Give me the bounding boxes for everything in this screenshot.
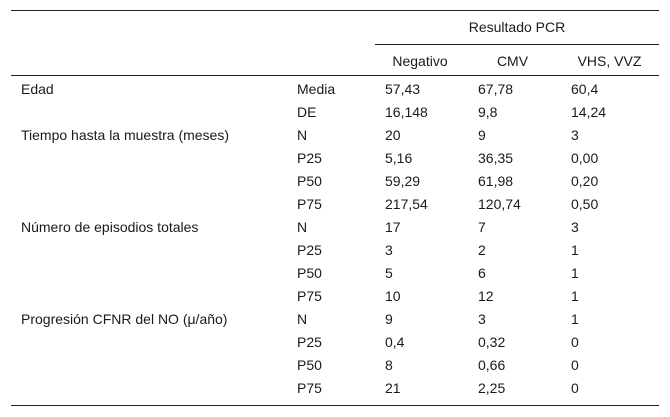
value-cell: 2,25	[478, 380, 506, 396]
value-cell: 0	[571, 334, 579, 350]
value-cell: 3	[385, 242, 393, 258]
stat-label: P75	[297, 196, 322, 212]
value-cell: 10	[385, 288, 401, 304]
col-header-negativo: Negativo	[392, 53, 448, 69]
stat-label: P25	[297, 334, 322, 350]
stat-label: P25	[297, 242, 322, 258]
group-header: Resultado PCR	[468, 19, 566, 35]
value-cell: 6	[478, 265, 486, 281]
stat-label: N	[297, 219, 308, 235]
value-cell: 1	[571, 265, 579, 281]
value-cell: 0	[571, 357, 579, 373]
value-cell: 5,16	[385, 150, 413, 166]
value-cell: 0,4	[385, 334, 405, 350]
value-cell: 57,43	[385, 81, 421, 97]
value-cell: 0,50	[571, 196, 599, 212]
value-cell: 9	[478, 127, 486, 143]
value-cell: 217,54	[385, 196, 428, 212]
stat-label: P50	[297, 357, 322, 373]
value-cell: 0	[571, 380, 579, 396]
value-cell: 17	[385, 219, 401, 235]
value-cell: 12	[478, 288, 494, 304]
value-cell: 36,35	[478, 150, 514, 166]
value-cell: 120,74	[478, 196, 521, 212]
value-cell: 9,8	[478, 104, 498, 120]
header-rule	[11, 75, 659, 76]
top-rule	[11, 10, 659, 11]
section-label: Edad	[21, 81, 54, 97]
section-label: Tiempo hasta la muestra (meses)	[21, 127, 229, 143]
value-cell: 59,29	[385, 173, 421, 189]
value-cell: 1	[571, 242, 579, 258]
stat-label: P50	[297, 173, 322, 189]
value-cell: 7	[478, 219, 486, 235]
value-cell: 20	[385, 127, 401, 143]
value-cell: 1	[571, 311, 579, 327]
value-cell: 3	[571, 219, 579, 235]
col-header-vhs-vvz: VHS, VVZ	[577, 53, 642, 69]
value-cell: 61,98	[478, 173, 514, 189]
value-cell: 0,20	[571, 173, 599, 189]
value-cell: 3	[571, 127, 579, 143]
value-cell: 0,00	[571, 150, 599, 166]
stat-label: Media	[297, 81, 336, 97]
value-cell: 0,32	[478, 334, 506, 350]
value-cell: 5	[385, 265, 393, 281]
bottom-rule	[11, 405, 659, 406]
value-cell: 16,148	[385, 104, 428, 120]
value-cell: 60,4	[571, 81, 599, 97]
value-cell: 21	[385, 380, 401, 396]
stat-label: P50	[297, 265, 322, 281]
value-cell: 0,66	[478, 357, 506, 373]
value-cell: 67,78	[478, 81, 514, 97]
section-label: Número de episodios totales	[21, 219, 199, 235]
value-cell: 9	[385, 311, 393, 327]
stat-label: N	[297, 311, 308, 327]
value-cell: 1	[571, 288, 579, 304]
group-underline	[375, 44, 659, 45]
value-cell: 14,24	[571, 104, 607, 120]
value-cell: 8	[385, 357, 393, 373]
stat-label: DE	[297, 104, 317, 120]
stat-label: N	[297, 127, 308, 143]
stat-label: P25	[297, 150, 322, 166]
stat-label: P75	[297, 380, 322, 396]
value-cell: 2	[478, 242, 486, 258]
section-label: Progresión CFNR del NO (μ/año)	[21, 311, 228, 327]
col-header-cmv: CMV	[496, 53, 529, 69]
value-cell: 3	[478, 311, 486, 327]
stat-label: P75	[297, 288, 322, 304]
